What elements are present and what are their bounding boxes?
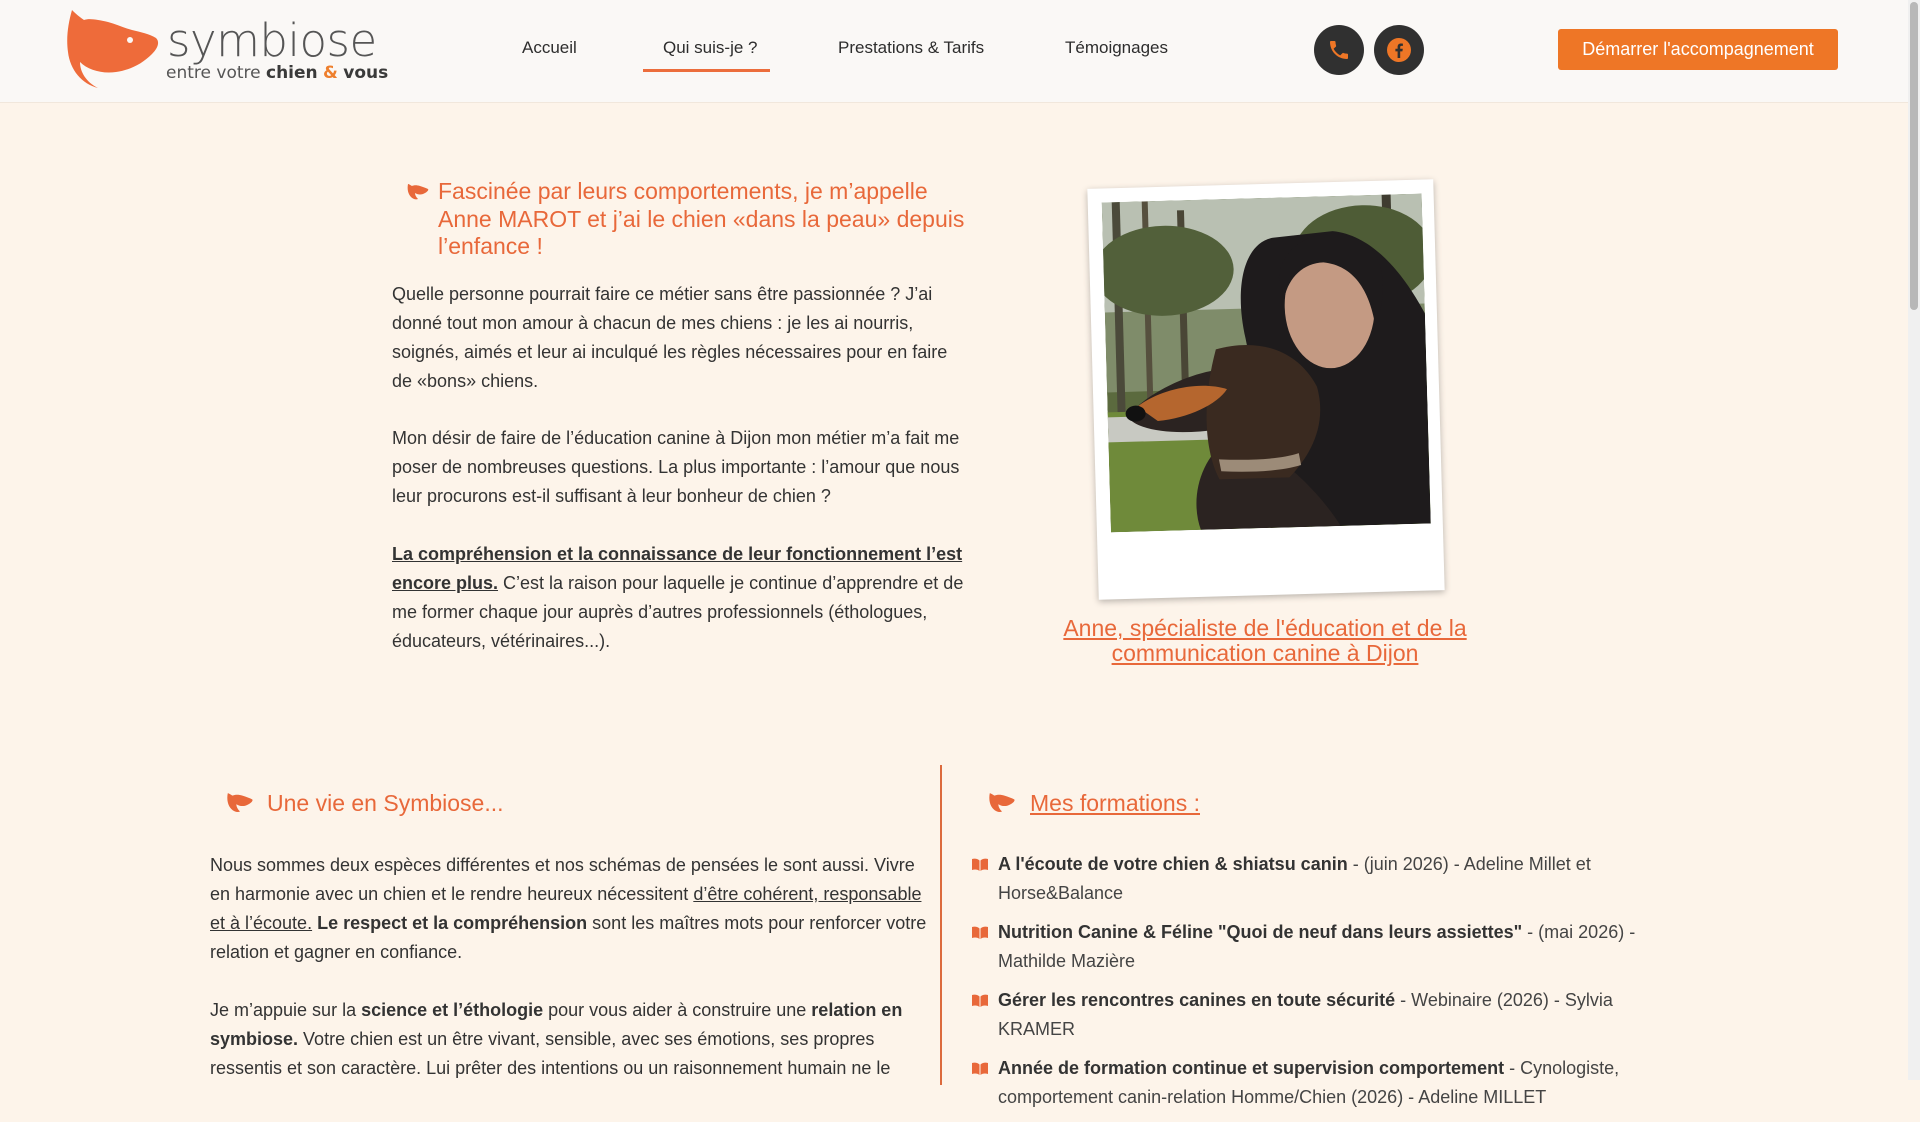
portrait-photo [1102,194,1431,533]
book-icon [972,1062,988,1075]
logo-tagline: entre votre chien & vous [166,63,389,83]
phone-button[interactable] [1314,25,1364,75]
nav-prestations-tarifs[interactable]: Prestations & Tarifs [838,38,985,57]
intro-heading: Fascinée par leurs comportements, je m’appelle Anne MAROT et j’ai le chien «dans la peau» depuis l’enfance ! [438,178,965,260]
coherent-link[interactable]: d’être cohérent, responsable et à l’écoute. [210,884,922,933]
phone-icon [1327,38,1351,62]
formation-item: Gérer les rencontres canines en toute sécurité - Webinaire (2026) - Sylvia KRAMER [972,986,1692,1044]
formations-heading-link[interactable]: Mes formations : [1030,790,1200,816]
book-icon [972,994,988,1007]
fox-bullet-icon [988,792,1016,814]
fox-logo-icon [64,8,160,92]
facebook-button[interactable] [1374,25,1424,75]
facebook-icon [1386,37,1412,63]
formation-item: Nutrition Canine & Féline "Quoi de neuf dans leurs assiettes" - (mai 2026) - Mathilde Mazière [972,918,1692,976]
nav-temoignages[interactable]: Témoignages [1065,38,1169,57]
start-coaching-button[interactable]: Démarrer l'accompagnement [1558,29,1838,70]
site-logo[interactable] [64,8,389,94]
nav-active-indicator [643,69,770,72]
intro-paragraph-2: Mon désir de faire de l’éducation canine à Dijon mon métier m’a fait me poser de nombreuses questions. La plus importante : l’amour que nous leur procurons est-il suffisant à leur bonheur de chien ? [392,428,960,506]
portrait-caption-link[interactable]: Anne, spécialiste de l'éducation et de la communication canine à Dijon [1063,615,1467,666]
book-icon [972,926,988,939]
page-scrollbar[interactable] [1908,0,1920,1080]
logo-wordmark: symbiose [167,14,377,67]
vie-paragraph-1: Nous sommes deux espèces différentes et nos schémas de pensées le sont aussi. Vivre en harmonie avec un chien et le rendre heureux nécessitent d’être cohérent, responsable et à l’écoute. Le respect et la compréhension sont les maîtres mots pour renforcer votre relation et gagner en confiance. [210,855,927,962]
portrait-polaroid [1087,179,1444,600]
intro-paragraph-3: La compréhension et la connaissance de leur fonctionnement l’est encore plus. C’est la raison pour laquelle je continue d’apprendre et de me former chaque jour auprès d’autres professionnels (éthologues, éducateurs, vétérinaires...). [392,544,964,651]
fox-bullet-icon [407,183,429,201]
formation-item: A l'écoute de votre chien & shiatsu canin - (juin 2026) - Adeline Millet et Horse&Balance [972,850,1692,908]
nav-qui-suis-je[interactable]: Qui suis-je ? [663,38,758,57]
formation-item: Année de formation continue et supervision comportement - Cynologiste, comportement canin-relation Homme/Chien (2026) - Adeline MILLET [972,1054,1692,1112]
column-divider [940,765,942,1085]
book-icon [972,858,988,871]
fox-bullet-icon [226,792,254,814]
site-header [0,0,1908,103]
vie-paragraph-2: Je m’appuie sur la science et l’éthologie pour vous aider à construire une relation en symbiose. Votre chien est un être vivant, sensible, avec ses émotions, ses propres ressentis et son caractère. Lui prêter des intentions ou un raisonnement humain ne le [210,1000,903,1078]
nav-accueil[interactable]: Accueil [522,38,577,57]
formations-list [972,850,1692,1122]
vie-symbiose-heading: Une vie en Symbiose... [267,790,504,816]
scrollbar-thumb[interactable] [1910,2,1918,310]
intro-paragraph-1: Quelle personne pourrait faire ce métier sans être passionnée ? J’ai donné tout mon amour à chacun de mes chiens : je les ai nourris, soignés, aimés et leur ai inculqué les règles nécessaires pour en faire de «bons» chiens. [392,284,948,391]
